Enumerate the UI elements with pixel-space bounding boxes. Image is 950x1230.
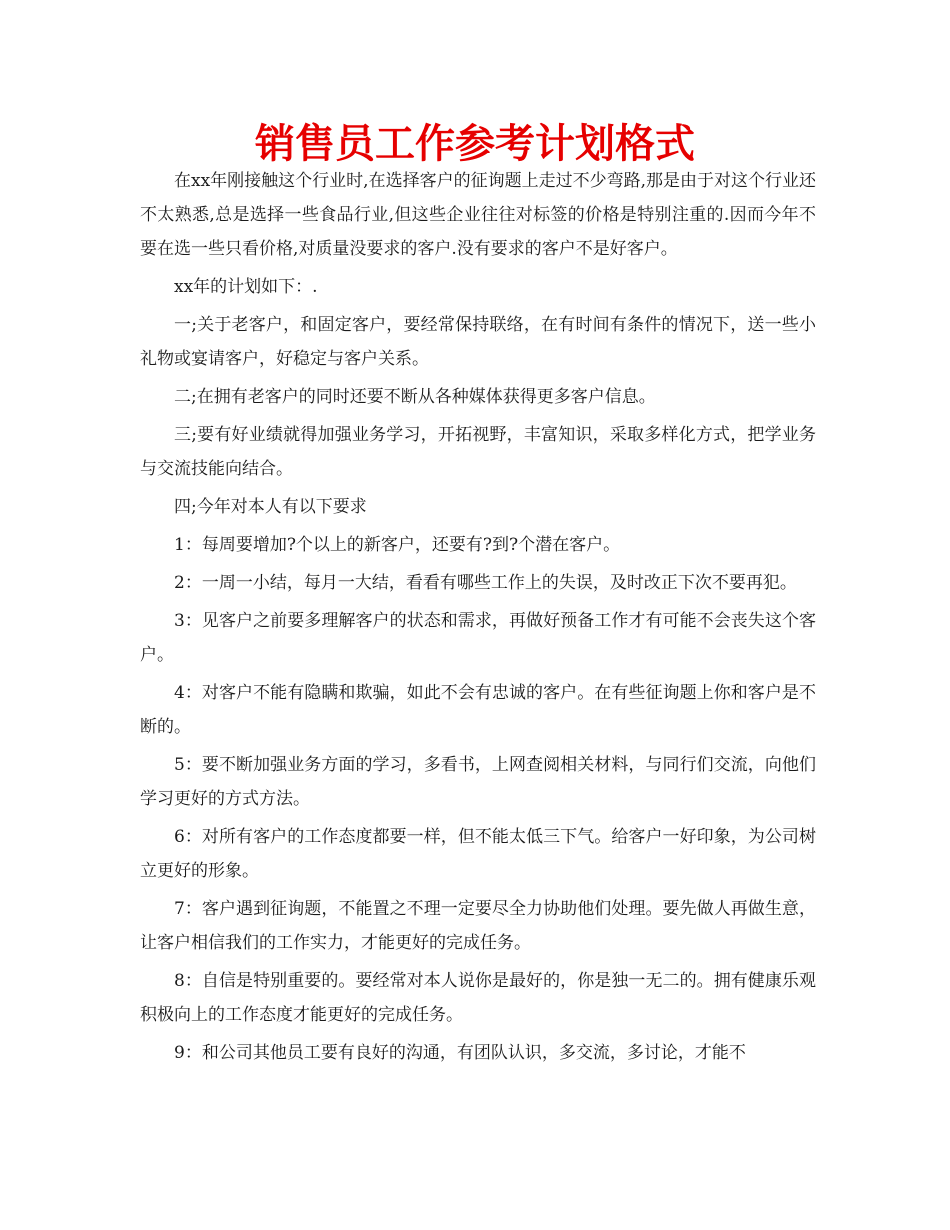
requirement-3: 3：见客户之前要多理解客户的状态和需求，再做好预备工作才有可能不会丧失这个客户。 <box>140 611 816 665</box>
paragraph-plan-heading: xx年的计划如下：. <box>174 277 318 297</box>
requirement-1: 1：每周要增加?个以上的新客户，还要有?到?个潜在客户。 <box>174 535 621 555</box>
requirement-6: 6：对所有客户的工作态度都要一样，但不能太低三下气。给客户一好印象，为公司树立更好的形象。 <box>140 827 816 881</box>
requirement-2: 2：一周一小结，每月一大结，看看有哪些工作上的失误，及时改正下次不要再犯。 <box>174 573 797 593</box>
requirement-5: 5：要不断加强业务方面的学习，多看书，上网查阅相关材料，与同行们交流，向他们学习更好的方式方法。 <box>140 755 816 809</box>
document-body <box>140 164 816 1074</box>
requirement-7: 7：客户遇到征询题，不能置之不理一定要尽全力协助他们处理。要先做人再做生意，让客户相信我们的工作实力，才能更好的完成任务。 <box>140 899 816 953</box>
paragraph-item-3: 三;要有好业绩就得加强业务学习，开拓视野，丰富知识，采取多样化方式，把学业务与交流技能向结合。 <box>140 425 816 479</box>
requirement-8: 8：自信是特别重要的。要经常对本人说你是最好的，你是独一无二的。拥有健康乐观积极向上的工作态度才能更好的完成任务。 <box>140 971 816 1025</box>
paragraph-intro: 在xx年刚接触这个行业时,在选择客户的征询题上走过不少弯路,那是由于对这个行业还不太熟悉,总是选择一些食品行业,但这些企业往往对标签的价格是特别注重的.因而今年不要在选一些只看价格,对质量没要求的客户.没有要求的客户不是好客户。 <box>140 171 816 259</box>
document-title: 销售员工作参考计划格式 <box>255 121 695 167</box>
paragraph-item-4: 四;今年对本人有以下要求 <box>174 497 367 517</box>
requirement-9: 9：和公司其他员工要有良好的沟通，有团队认识，多交流，多讨论，才能不 <box>174 1043 746 1063</box>
paragraph-item-1: 一;关于老客户，和固定客户，要经常保持联络，在有时间有条件的情况下，送一些小礼物或宴请客户，好稳定与客户关系。 <box>140 315 816 369</box>
requirement-4: 4：对客户不能有隐瞒和欺骗，如此不会有忠诚的客户。在有些征询题上你和客户是不断的。 <box>140 683 816 737</box>
paragraph-item-2: 二;在拥有老客户的同时还要不断从各种媒体获得更多客户信息。 <box>174 387 656 407</box>
